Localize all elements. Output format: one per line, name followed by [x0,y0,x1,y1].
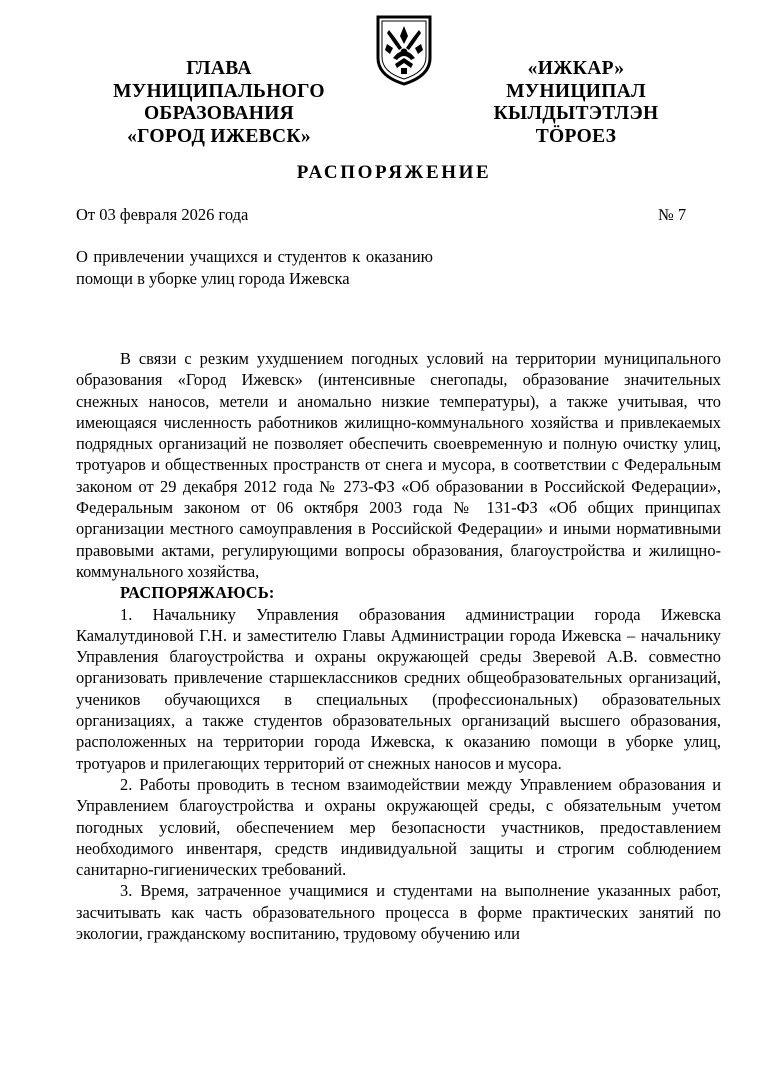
document-body [76,348,721,944]
order-item-2: 2. Работы проводить в тесном взаимодействии между Управлением образования и Управлением благоустройства и охраны окружающей среды, с обязательным учетом погодных условий, обеспечением мер безопасности участников, предоставлением необходимого инвентаря, средств индивидуальной защиты и строгим соблюдением санитарно-гигиенических требований. [76,774,721,880]
header-right-block [470,58,682,148]
header-right-line: КЫЛДЫТЭТЛЭН [493,103,659,124]
preamble-paragraph: В связи с резким ухудшением погодных условий на территории муниципального образования «Город Ижевск» (интенсивные снегопады, образование значительных снежных наносов, метели и аномально низкие температуры), а также учитывая, что имеющаяся численность работников жилищно-коммунального хозяйства и привлекаемых подрядных организаций не позволяет обеспечить своевременную и полную очистку улиц, тротуаров и общественных пространств от снега и мусора, в соответствии с Федеральным законом от 29 декабря 2012 года № 273-ФЗ «Об образовании в Российской Федерации», Федеральным законом от 06 октября 2003 года № 131-ФЗ «Об общих принципах организации местного самоуправления в Российской Федерации» и иными нормативными правовыми актами, регулирующими вопросы образования, благоустройства и жилищно-коммунального хозяйства, [76,349,721,581]
document-number: № 7 [658,205,687,224]
document-type-title: РАСПОРЯЖЕНИЕ [296,162,492,183]
header-left-line: МУНИЦИПАЛЬНОГО [113,80,325,102]
header-left-line: ГЛАВА [186,58,252,79]
document-date: От 03 февраля 2026 года [76,205,249,224]
header-right-line: МУНИЦИПАЛ [506,80,646,102]
header-left-line: ОБРАЗОВАНИЯ [143,103,295,124]
header-left-line: «ГОРОД ИЖЕВСК» [127,125,311,147]
order-item-1: 1. Начальнику Управления образования администрации города Ижевска Камалутдиновой Г.Н. и заместителю Главы Администрации города Ижевска – начальнику Управления благоустройства и охраны окружающей среды Зверевой А.В. совместно организовать привлечение старшеклассников средних общеобразовательных организаций, учеников обучающихся в специальных (профессиональных) образовательных организациях, а также студентов образовательных организаций высшего образования, расположенных на территории города Ижевска, к оказанию помощи в уборке улиц, тротуаров и прилегающих территорий от снежных наносов и мусора. [76,604,721,773]
izhevsk-coat-of-arms-icon [375,14,433,86]
header-left-block [96,58,342,148]
header-right-line: «ИЖКАР» [527,58,625,79]
document-subject: О привлечении учащихся и студентов к оказанию помощи в уборке улиц города Ижевска [76,247,433,288]
order-item-3: 3. Время, затраченное учащимися и студентами на выполнение указанных работ, засчитывать как часть образовательного процесса в форме практических занятий по экологии, гражданскому воспитанию, трудовому обучению или [76,881,721,944]
order-word: РАСПОРЯЖАЮСЬ: [120,583,275,603]
header-right-line: ТӦРОЕЗ [535,125,617,147]
